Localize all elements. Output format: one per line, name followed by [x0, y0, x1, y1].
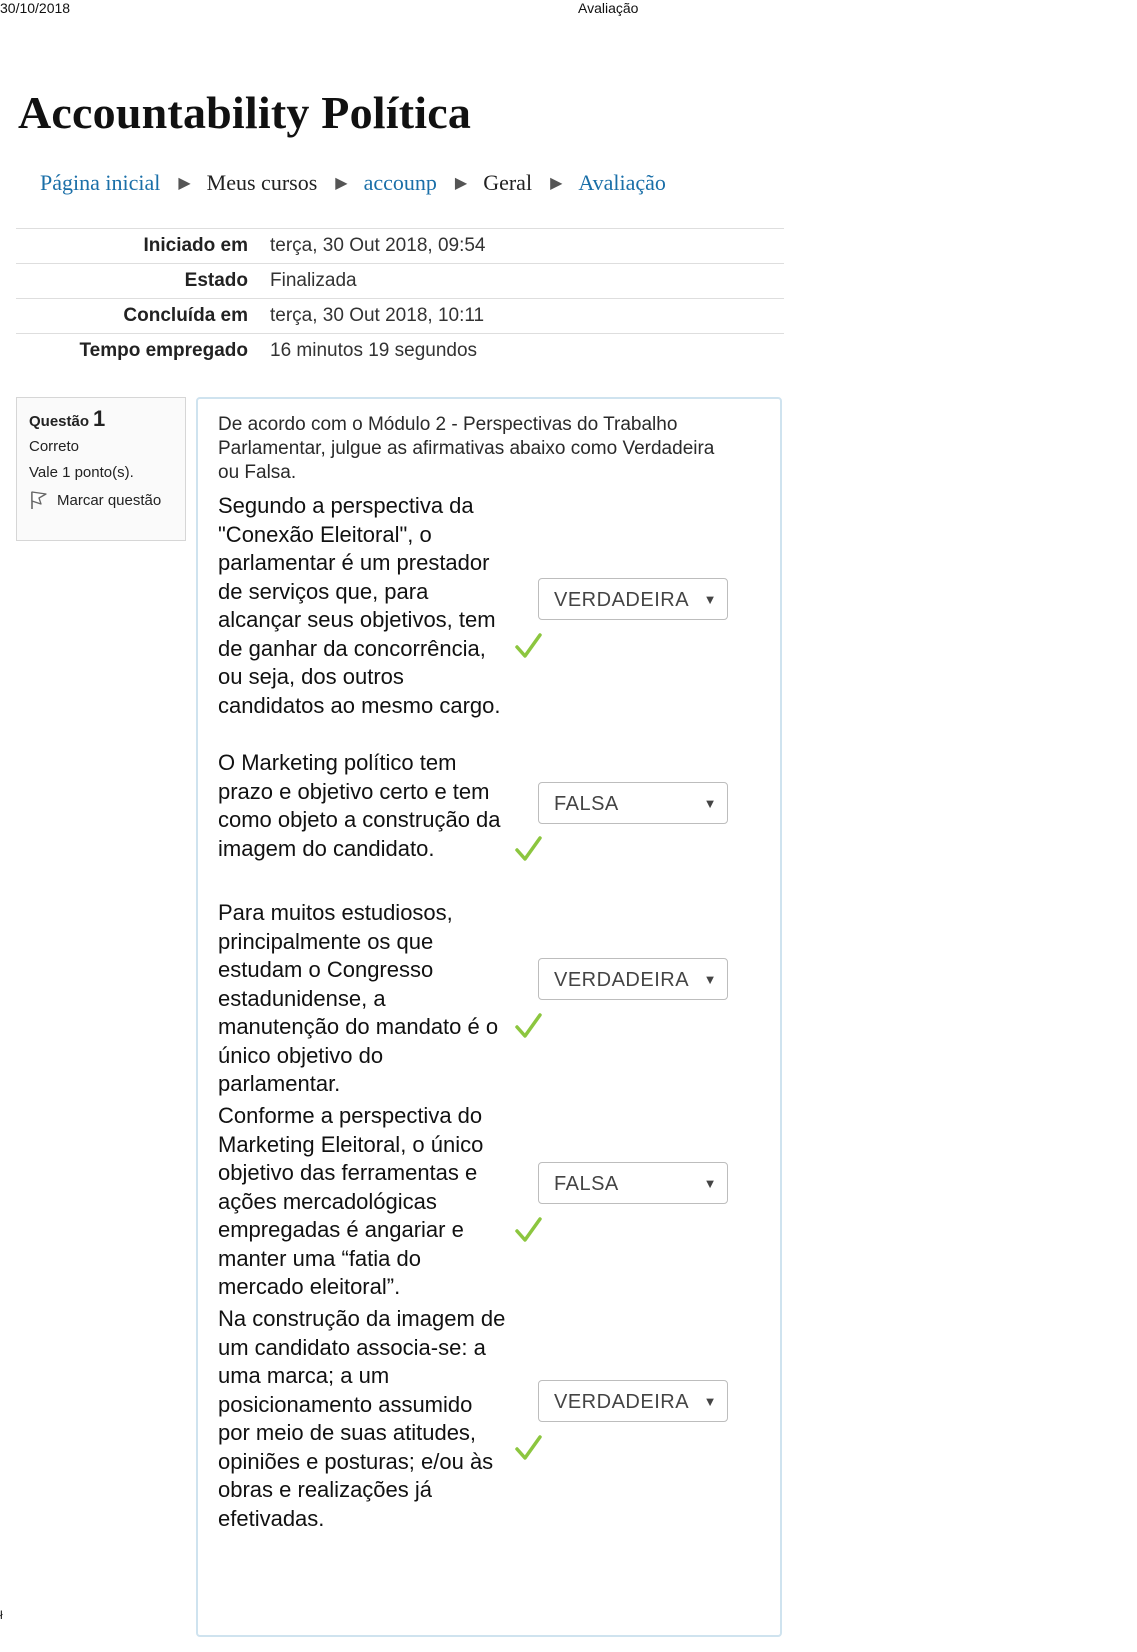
breadcrumb-separator-icon: ▶ — [335, 175, 348, 192]
chevron-down-icon: ▼ — [703, 972, 717, 987]
answer-select[interactable] — [538, 578, 728, 620]
summary-value: 16 minutos 19 segundos — [270, 340, 478, 362]
breadcrumb-section: Geral — [483, 170, 533, 195]
margin-mark: ł — [0, 1608, 3, 1622]
answer-select[interactable] — [538, 1162, 728, 1204]
question-grade: Vale 1 ponto(s). — [29, 464, 134, 481]
check-icon — [514, 835, 542, 863]
check-icon — [514, 1012, 542, 1040]
summary-value: Finalizada — [270, 270, 357, 291]
breadcrumb-home-link[interactable]: Página inicial — [40, 170, 161, 195]
flag-question-button[interactable] — [29, 490, 185, 510]
summary-row — [16, 229, 784, 264]
summary-row — [16, 264, 784, 299]
flag-question-label: Marcar questão — [57, 491, 162, 509]
summary-row — [16, 334, 784, 369]
breadcrumb-course-link[interactable]: accounp — [363, 170, 437, 195]
summary-row — [16, 299, 784, 334]
statement-text: O Marketing político tem prazo e objetivo certo e tem como objeto a construção da imagem do candidato. — [218, 750, 501, 861]
question-number-value: 1 — [93, 406, 106, 431]
statement-text: Segundo a perspectiva da "Conexão Eleitoral", o parlamentar é um prestador de serviços que, para alcançar seus objetivos, tem de ganhar da concorrência, ou seja, dos outros candidatos ao mesmo cargo. — [218, 493, 501, 718]
summary-value: terça, 30 Out 2018, 10:11 — [270, 305, 485, 326]
summary-label: Tempo empregado — [79, 340, 248, 362]
answer-select-value: FALSA — [554, 1173, 619, 1195]
breadcrumb-separator-icon: ▶ — [550, 175, 563, 192]
statement-text: Para muitos estudiosos, principalmente os que estudam o Congresso estadunidense, a manutenção do mandato é o único objetivo do parlamentar. — [218, 900, 499, 1096]
answer-select-value: VERDADEIRA — [554, 969, 690, 991]
question-text: De acordo com o Módulo 2 - Perspectivas do Trabalho Parlamentar, julgue as afirmativas abaixo como Verdadeira ou Falsa. — [218, 414, 715, 483]
breadcrumb-separator-icon: ▶ — [178, 175, 191, 192]
print-title: Avaliação — [578, 0, 639, 16]
question-info-panel — [16, 397, 186, 541]
flag-icon — [29, 490, 49, 510]
print-header — [0, 0, 1137, 16]
breadcrumb-quiz-link[interactable]: Avaliação — [578, 170, 666, 195]
answer-select[interactable] — [538, 782, 728, 824]
question-number — [29, 406, 185, 432]
summary-value: terça, 30 Out 2018, 09:54 — [270, 235, 486, 256]
question-label: Questão — [29, 413, 90, 430]
answer-select-value: VERDADEIRA — [554, 1391, 690, 1413]
question-state: Correto — [29, 438, 80, 455]
answer-select[interactable] — [538, 1380, 728, 1422]
chevron-down-icon: ▼ — [703, 796, 717, 811]
chevron-down-icon: ▼ — [703, 592, 717, 607]
check-icon — [514, 1216, 542, 1244]
breadcrumb — [40, 170, 666, 196]
answer-select-value: FALSA — [554, 793, 619, 815]
chevron-down-icon: ▼ — [703, 1394, 717, 1409]
summary-label: Iniciado em — [143, 235, 248, 256]
summary-label: Estado — [184, 270, 248, 291]
breadcrumb-separator-icon: ▶ — [454, 175, 468, 192]
page-title: Accountability Política — [18, 87, 472, 138]
summary-label: Concluída em — [123, 305, 248, 326]
statement-text: Conforme a perspectiva do Marketing Eleitoral, o único objetivo das ferramentas e ações mercadológicas empregadas é angariar e manter uma “fatia do mercado eleitoral”. — [218, 1103, 484, 1299]
breadcrumb-my-courses: Meus cursos — [206, 170, 318, 195]
chevron-down-icon: ▼ — [703, 1176, 717, 1191]
attempt-summary-table — [16, 228, 784, 369]
check-icon — [514, 1434, 542, 1462]
check-icon — [514, 632, 542, 660]
statement-text: Na construção da imagem de um candidato associa-se: a uma marca; a um posicionamento assumido por meio de suas atitudes, opiniões e posturas; e/ou às obras e realizações já efetivadas. — [218, 1306, 506, 1531]
answer-select-value: VERDADEIRA — [554, 589, 690, 611]
answer-select[interactable] — [538, 958, 728, 1000]
print-date: 30/10/2018 — [0, 0, 71, 16]
question-content — [196, 397, 782, 1637]
